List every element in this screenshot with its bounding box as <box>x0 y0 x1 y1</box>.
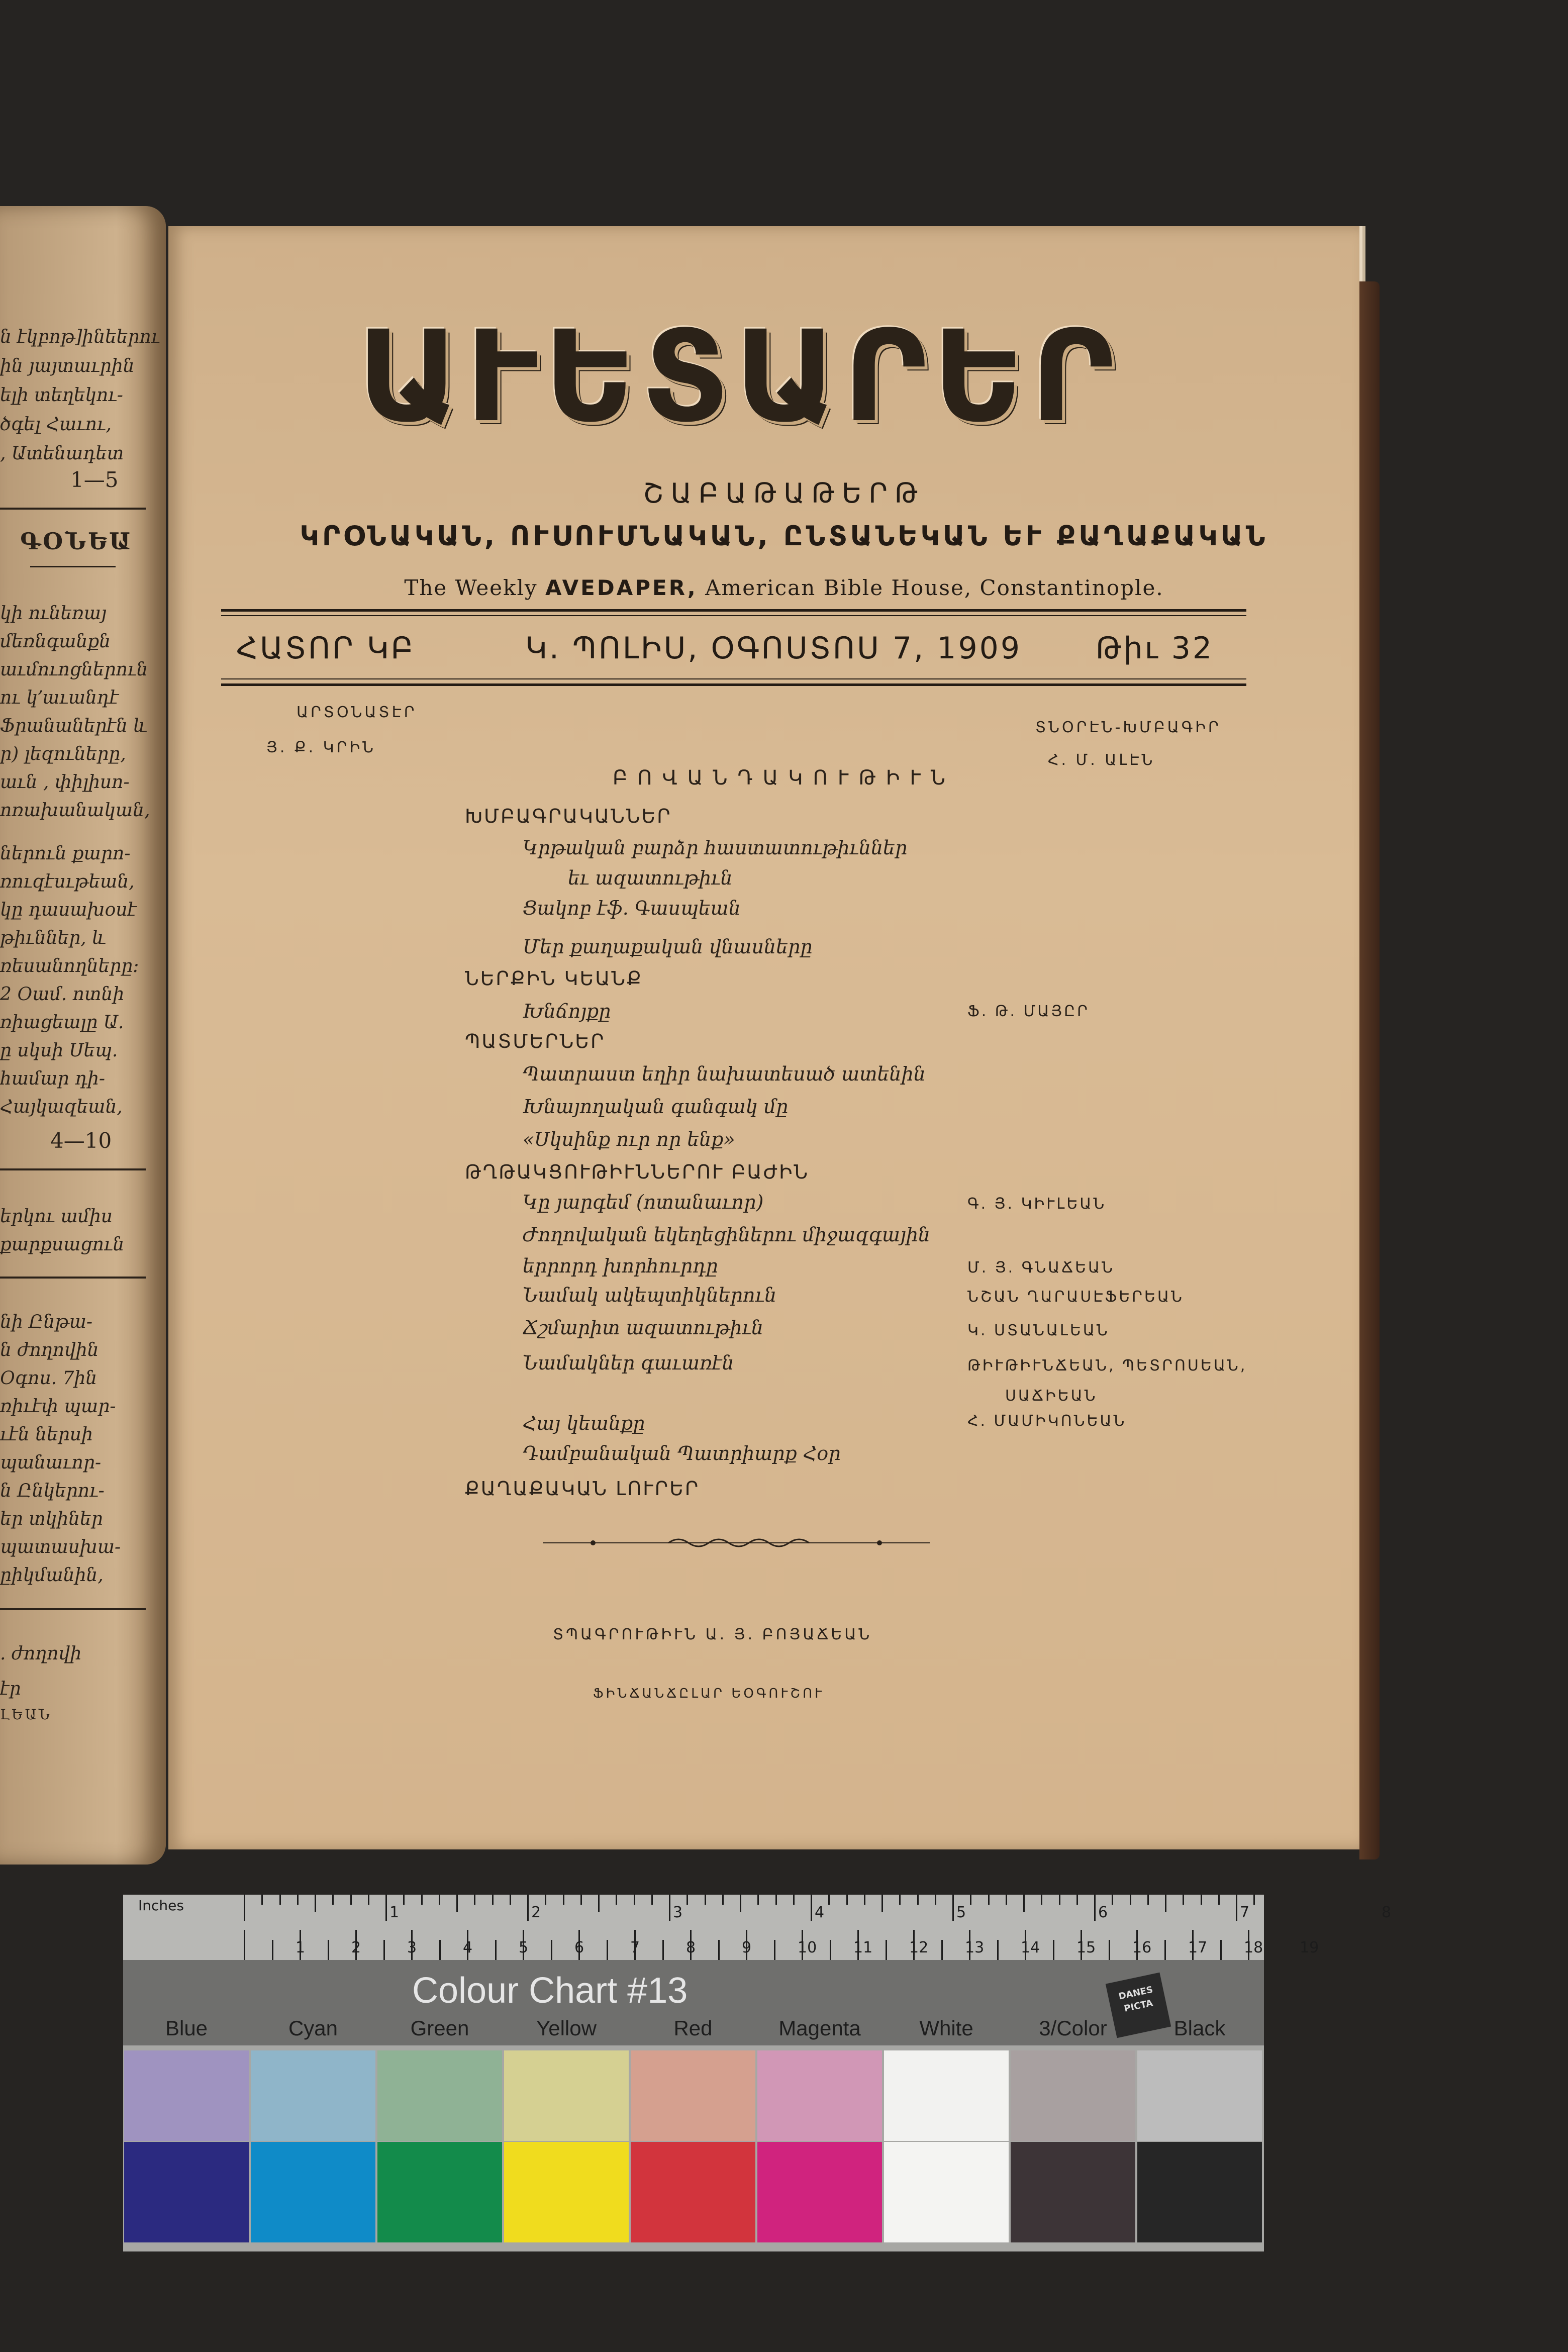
swatch-dark <box>504 2142 629 2242</box>
ruler-tick <box>1218 1895 1220 1905</box>
english-suffix: American Bible House, Constantinople. <box>697 575 1164 600</box>
left-page-rule <box>0 1168 146 1170</box>
ruler-tick <box>881 1895 883 1912</box>
swatch-light <box>251 2050 375 2141</box>
swatch-dark <box>377 2142 502 2242</box>
ruler-cm-label: 16 <box>1132 1939 1152 1956</box>
toc-section-correspondence: ԹՂԹԱԿՑՈՒԹԻՒՆՆԵՐՈՒ ԲԱԺԻՆ <box>465 1161 810 1183</box>
ruler-tick <box>244 1930 245 1960</box>
english-prefix: The Weekly <box>404 575 545 600</box>
ruler-inch-label: 4 <box>815 1904 825 1921</box>
ruler-tick <box>1041 1895 1042 1905</box>
ruler-tick <box>864 1895 865 1905</box>
toc-item: երրորդ խորհուրդը <box>523 1255 718 1277</box>
ruler-tick <box>1112 1895 1113 1905</box>
ruler-tick <box>1053 1940 1054 1960</box>
ruler-tick <box>272 1940 273 1960</box>
left-page-line: , Ատենադետ <box>0 443 124 464</box>
left-page-number: 1—5 <box>70 467 119 492</box>
ruler-inch-label: 5 <box>956 1904 966 1921</box>
swatch-dark <box>757 2142 882 2242</box>
swatch-light <box>757 2050 882 2141</box>
ruler-tick <box>403 1895 405 1905</box>
swatch-label: Cyan <box>288 2016 338 2040</box>
ruler-tick <box>1130 1895 1131 1905</box>
swatch-label: Black <box>1173 2016 1226 2040</box>
ruler-cm-label: 1 <box>296 1939 306 1956</box>
ruler-tick <box>385 1895 387 1921</box>
issue-number: Թիւ 32 <box>1096 631 1214 666</box>
english-name: AVEDAPER, <box>545 575 698 600</box>
ruler-tick <box>718 1940 720 1960</box>
toc-item: Նամակ ակեպտիկներուն <box>523 1284 777 1306</box>
swatch-label: Magenta <box>778 2016 861 2040</box>
left-page-line: ւէն ներսի <box>0 1424 93 1445</box>
left-page-rule <box>0 1608 146 1610</box>
printer-line: ՏՊԱԳՐՈՒԹԻՒՆ Ա. Յ. ԲՈՅԱՃԵԱՆ <box>553 1626 872 1643</box>
left-page-line: երկու ամիս <box>0 1206 113 1227</box>
ruler-tick <box>899 1895 901 1905</box>
ruler-cm-label: 10 <box>798 1939 817 1956</box>
ruler-tick <box>1059 1895 1060 1905</box>
ruler-tick <box>774 1940 775 1960</box>
swatch-dark <box>124 2142 249 2242</box>
masthead-subtitle: ՇԱԲԱԹԱԹԵՐԹ <box>643 477 925 509</box>
swatch-label: Yellow <box>536 2016 597 2040</box>
masthead-english <box>0 575 1568 600</box>
ruler-tick <box>580 1895 582 1905</box>
toc-author: ՆՇԱՆ ՂԱՐԱՍԷՖԵՐԵԱՆ <box>967 1288 1184 1306</box>
ruler-tick <box>261 1895 263 1905</box>
ruler-tick <box>328 1940 329 1960</box>
swatch-dark <box>1137 2142 1262 2242</box>
swatch-light <box>884 2050 1009 2141</box>
ruler-tick <box>811 1895 812 1921</box>
volume-label: ՀԱՏՈՐ ԿԲ <box>236 631 415 666</box>
ruler-tick <box>775 1895 777 1905</box>
swatch-label: White <box>919 2016 973 2040</box>
ruler-inch-label: 8 <box>1382 1904 1392 1921</box>
toc-item: Խնճոյքը <box>523 1000 611 1022</box>
left-page-line: ըիկմանին, <box>0 1565 104 1586</box>
ruler-cm-label: 19 <box>1300 1939 1319 1956</box>
ruler-tick <box>1023 1895 1025 1912</box>
ruler-tick <box>662 1940 664 1960</box>
ruler-tick <box>687 1895 688 1905</box>
ruler-tick <box>846 1895 848 1905</box>
left-page-line: աւն , փիլիսո- <box>0 772 130 793</box>
toc-item: Նամակներ գաւառէն <box>523 1352 734 1374</box>
ruler-tick <box>740 1895 741 1912</box>
left-page-line: ը սկսի Սեպ. <box>0 1040 118 1061</box>
left-page-number: 4—10 <box>50 1128 112 1153</box>
ruler-cm-label: 14 <box>1021 1939 1040 1956</box>
left-page-line: ոռախանական, <box>0 800 150 821</box>
owner-label: ԱՐՏՕՆԱՏԷՐ <box>297 704 417 721</box>
left-page-line: ծգել Հաւու, <box>0 414 112 435</box>
swatch-light <box>504 2050 629 2141</box>
ruler-tick <box>279 1895 281 1905</box>
ruler-cm-label: 17 <box>1188 1939 1208 1956</box>
ruler-tick <box>705 1895 706 1905</box>
ruler-tick <box>244 1895 245 1921</box>
header-rule-top <box>221 609 1246 612</box>
ruler-tick <box>368 1895 369 1905</box>
right-page <box>168 226 1359 1849</box>
left-page-rule <box>30 566 116 567</box>
ruler-tick <box>793 1895 795 1905</box>
ruler-tick <box>492 1895 494 1905</box>
swatch-light <box>1137 2050 1262 2141</box>
ruler-tick <box>350 1895 352 1905</box>
toc-item: Խնայողական գանգակ մը <box>523 1096 789 1118</box>
left-page-line: կի ունեռայ <box>0 603 107 624</box>
ruler-tick <box>1165 1895 1166 1912</box>
left-page-line: նի Ընթա- <box>0 1312 93 1332</box>
left-page-heading: ԳՕՆԵԱ <box>20 528 133 555</box>
swatch-label: Red <box>673 2016 713 2040</box>
ruler-tick <box>1183 1895 1184 1905</box>
ruler-inch-label: 2 <box>531 1904 541 1921</box>
ornament-divider <box>543 1538 930 1548</box>
place-date: Կ. ՊՈԼԻՍ, ՕԳՈՍՏՈՍ 7, 1909 <box>525 631 1022 666</box>
toc-section-political-news: ՔԱՂԱՔԱԿԱՆ ԼՈՒՐԵՐ <box>465 1478 700 1500</box>
left-page-line: ռուզէսւթեան, <box>0 871 135 892</box>
toc-author: Մ. Յ. ԳՆԱՃԵԱՆ <box>967 1259 1115 1277</box>
left-page-rule <box>0 1277 146 1279</box>
contents-title: ԲՈՎԱՆԴԱԿՈՒԹԻՒՆ <box>612 766 955 790</box>
owner-name: Յ. Ք. ԿՐԻՆ <box>266 739 376 756</box>
ruler-cm-label: 12 <box>909 1939 929 1956</box>
left-page-line: ներուն քարո- <box>0 843 131 864</box>
ruler-tick <box>828 1895 830 1905</box>
ruler-tick <box>988 1895 990 1905</box>
ruler-tick <box>563 1895 564 1905</box>
ruler-tick <box>1006 1895 1007 1905</box>
ruler-tick <box>1164 1940 1166 1960</box>
toc-item: Մեր քաղաքական վնասները <box>523 936 813 958</box>
toc-item: Պատրաստ եղիր նախատեսած ատենին <box>523 1063 926 1085</box>
ruler-cm-label: 8 <box>686 1939 696 1956</box>
left-page-line: աւմուոցներուն <box>0 659 148 680</box>
ruler-tick <box>935 1895 936 1905</box>
ruler-tick <box>383 1940 385 1960</box>
ruler-cm-label: 11 <box>853 1939 873 1956</box>
left-page-line: ն ժողովին <box>0 1340 99 1360</box>
swatch-dark <box>251 2142 375 2242</box>
toc-author: Ֆ. Թ. ՄԱՅԸՐ <box>967 1003 1090 1020</box>
ruler-inch-label: 1 <box>389 1904 400 1921</box>
ruler-cm-label: 7 <box>630 1939 640 1956</box>
header-rule-bottom-thin <box>221 678 1246 679</box>
ruler-tick <box>545 1895 546 1905</box>
toc-item: Դամբանական Պատրիարք Հօր <box>523 1442 841 1464</box>
ruler-cm-label: 15 <box>1076 1939 1096 1956</box>
ruler-cm-label: 6 <box>574 1939 584 1956</box>
ruler-tick <box>757 1895 759 1905</box>
ruler-tick <box>551 1940 552 1960</box>
toc-author: Կ. ՍՏԱՆԱԼԵԱՆ <box>967 1322 1110 1339</box>
toc-author: Հ. ՄԱՄԻԿՈՆԵԱՆ <box>967 1412 1127 1430</box>
ruler-tick <box>332 1895 334 1905</box>
header-rule-top-thin <box>221 615 1246 616</box>
left-page-line: ռեսանողները։ <box>0 956 139 976</box>
ruler-inch-label: 6 <box>1098 1904 1108 1921</box>
page-edge <box>1359 281 1380 1859</box>
ruler-tick <box>1076 1895 1078 1905</box>
ruler-tick <box>495 1940 497 1960</box>
ruler-tick <box>997 1940 999 1960</box>
ruler-tick <box>970 1895 971 1905</box>
ruler-tick <box>474 1895 475 1905</box>
left-page-line: ն էկբոթ]ինեերու <box>0 327 160 347</box>
masthead-tagline: ԿՐՕՆԱԿԱՆ, ՈՒՍՈՒՄՆԱԿԱՆ, ԸՆՏԱՆԵԿԱՆ ԵՒ ՔԱՂԱՔԱԿԱՆ <box>300 520 1268 552</box>
director-name: Հ. Մ. ԱԼԷՆ <box>1048 751 1155 769</box>
left-page-line: ին յայտաւրին <box>0 356 135 376</box>
ruler-tick <box>917 1895 919 1905</box>
ruler-tick <box>1201 1895 1202 1905</box>
left-page-line: ԼԵԱՆ <box>0 1706 52 1723</box>
toc-author: ՍԱՃԻԵԱՆ <box>1005 1387 1098 1405</box>
ruler-cm-label: 5 <box>519 1939 529 1956</box>
ruler-cm-label: 13 <box>965 1939 985 1956</box>
ruler-tick <box>886 1940 887 1960</box>
left-page-line: ելի տեղեկու- <box>0 385 123 406</box>
ruler-cm-label: 4 <box>463 1939 473 1956</box>
swatch-label: 3/Color <box>1039 2016 1107 2040</box>
ruler-cm-label: 9 <box>742 1939 752 1956</box>
ruler-cm-label: 18 <box>1244 1939 1263 1956</box>
left-page-line: . ժողովի <box>0 1643 82 1664</box>
director-label: ՏՆՕՐԷՆ-ԽՄԲԱԳԻՐ <box>1035 719 1221 736</box>
toc-item: Ճշմարիտ ազատութիւն <box>523 1317 763 1339</box>
left-page-line: համար դի- <box>0 1068 106 1089</box>
ruler-tick <box>830 1940 831 1960</box>
left-page-line: Հայկազեան, <box>0 1097 123 1117</box>
toc-section-inner-life: ՆԵՐՔԻՆ ԿԵԱՆՔ <box>465 967 643 990</box>
ruler-inch-label: 3 <box>673 1904 683 1921</box>
swatch-label: Green <box>410 2016 469 2040</box>
left-page <box>0 206 166 1865</box>
danes-picta-logo: DANES PICTA <box>1106 1973 1171 2038</box>
left-page-line: թիւններ, և <box>0 928 107 948</box>
ruler-tick <box>439 1895 440 1905</box>
header-rule-bottom <box>221 683 1246 686</box>
left-page-line: մեռնգանքն <box>0 631 111 652</box>
ruler-tick <box>634 1895 635 1905</box>
ruler-tick <box>722 1895 724 1905</box>
address-line: ՖԻՆՃԱՆՃԸԼԱՐ ԵՕԳՈՒՇՈՒ <box>593 1686 825 1701</box>
ruler-cm-label: 2 <box>351 1939 361 1956</box>
left-page-line: էր <box>0 1679 21 1699</box>
ruler-tick <box>669 1895 670 1921</box>
left-page-line: 2 Օամ. ոտնի <box>0 984 125 1005</box>
toc-author: ԹԻՒԹԻՒՆՃԵԱՆ, ՊԵՏՐՈՍԵԱՆ, <box>967 1357 1247 1375</box>
ruler-tick <box>527 1895 529 1921</box>
ruler-tick <box>1094 1895 1096 1921</box>
left-page-line: ր) լեզուները, <box>0 744 126 764</box>
ruler-tick <box>616 1895 617 1905</box>
swatch-light <box>124 2050 249 2141</box>
left-page-line: պանաւոր- <box>0 1452 102 1473</box>
left-page-line: Ֆրանաներէն և <box>0 716 148 736</box>
ruler-tick <box>651 1895 653 1905</box>
ruler-inches-label: Inches <box>138 1897 184 1914</box>
toc-author: Գ. Յ. ԿԻՒԼԵԱՆ <box>967 1195 1107 1213</box>
ruler-tick <box>607 1940 608 1960</box>
left-page-line: պատասխա- <box>0 1537 121 1557</box>
left-page-line: ու կ՚աւանդէ <box>0 688 119 708</box>
toc-item: Հայ կեանքը <box>523 1412 645 1434</box>
ruler-tick <box>941 1940 943 1960</box>
swatch-light <box>1011 2050 1135 2141</box>
swatch-dark <box>1011 2142 1135 2242</box>
swatch-dark <box>631 2142 755 2242</box>
swatch-dark <box>884 2142 1009 2242</box>
ruler-tick <box>297 1895 299 1905</box>
swatch-light <box>631 2050 755 2141</box>
ruler-tick <box>1147 1895 1149 1905</box>
swatch-light <box>377 2050 502 2141</box>
ruler-cm-label: 3 <box>407 1939 417 1956</box>
toc-item: Ցակոբ էֆ. Գասպեան <box>523 897 741 919</box>
left-page-line: ռիւէփ պար- <box>0 1396 116 1417</box>
toc-item: եւ ազատութիւն <box>568 867 733 889</box>
ruler-tick <box>439 1940 441 1960</box>
toc-item: Ժողովական եկեղեցիներու միջազգային <box>523 1224 930 1246</box>
swatch-label: Blue <box>165 2016 208 2040</box>
ruler-tick <box>1236 1895 1237 1921</box>
toc-item: «Սկսինք ուր որ ենք» <box>523 1128 735 1150</box>
ruler-tick <box>598 1895 600 1912</box>
ruler-inch-label: 7 <box>1240 1904 1250 1921</box>
ruler-tick <box>1253 1895 1255 1905</box>
ruler-tick <box>421 1895 423 1905</box>
left-page-line: ն Ընկերու- <box>0 1481 105 1501</box>
left-page-line: կը դասախօսէ <box>0 900 137 920</box>
left-page-line: ռիացեալը Ա. <box>0 1012 124 1033</box>
ruler-tick <box>952 1895 954 1921</box>
ruler-tick <box>456 1895 458 1912</box>
ruler-tick <box>1109 1940 1110 1960</box>
left-page-line: Օգոս. 7ին <box>0 1368 97 1389</box>
colour-chart-title: Colour Chart #13 <box>412 1971 688 2011</box>
ruler-tick <box>1220 1940 1222 1960</box>
toc-item: Կրթական բարձր հաստատութիւններ <box>523 837 908 859</box>
left-page-line: եր տկիներ <box>0 1509 103 1529</box>
ruler-tick <box>510 1895 511 1905</box>
left-page-line: քարքսացուն <box>0 1234 125 1255</box>
toc-section-editorials: ԽՄԲԱԳՐԱԿԱՆՆԵՐ <box>465 805 672 827</box>
ruler-tick <box>315 1895 316 1912</box>
toc-item: Կը յարգեմ (ոտանաւոր) <box>523 1191 764 1213</box>
masthead-title: ԱՒԵՏԱՐԵՐ <box>357 304 1120 450</box>
toc-section-stories: ՊԱՏՄԵՐՆԵՐ <box>465 1030 606 1052</box>
